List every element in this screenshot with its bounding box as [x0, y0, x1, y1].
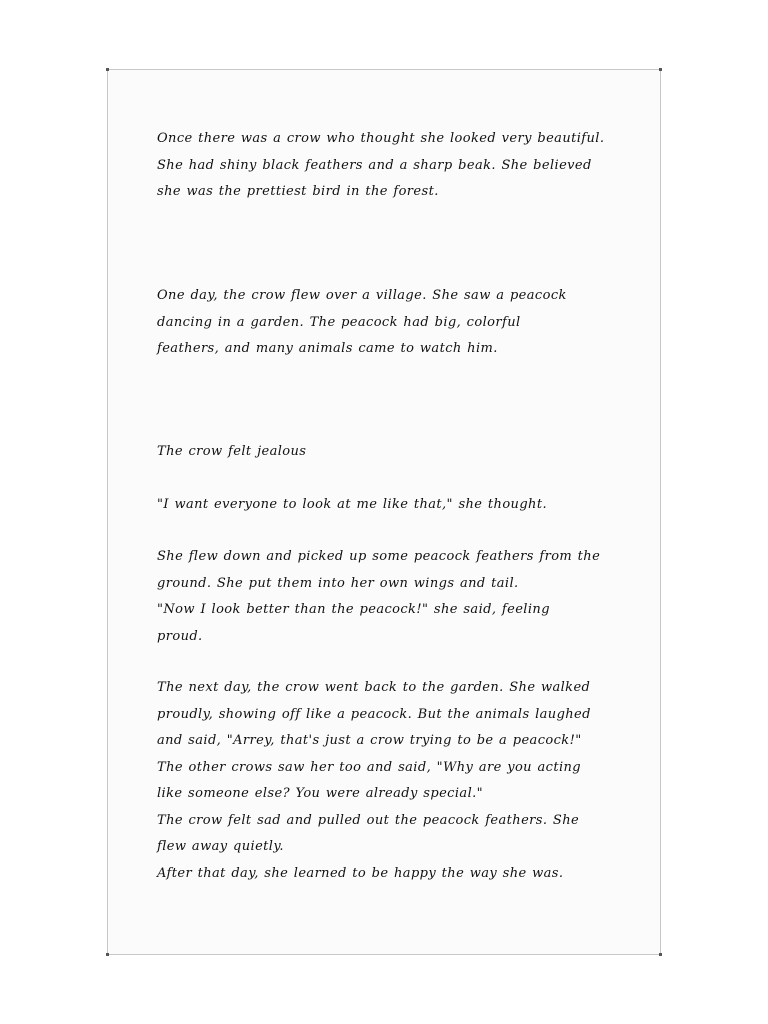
text-line: ground. She put them into her own wings and tail. — [157, 575, 519, 591]
paragraph-5 — [157, 544, 617, 650]
paragraph-2 — [157, 283, 617, 363]
text-line: flew away quietly. — [157, 839, 284, 854]
text-line: She had shiny black feathers and a sharp beak. She believed — [157, 157, 592, 173]
text-line: dancing in a garden. The peacock had big, colorful — [157, 314, 521, 330]
text-line: "Now I look better than the peacock!" she said, feeling — [157, 602, 550, 617]
text-line: proud. — [157, 628, 203, 644]
text-line: Once there was a crow who thought she looked very beautiful. — [157, 131, 605, 146]
paragraph-3 — [157, 439, 617, 466]
text-line: The crow felt jealous — [157, 444, 307, 459]
paragraph-1 — [157, 126, 617, 206]
page-corner-mark — [659, 68, 662, 71]
paragraph-6 — [157, 675, 617, 887]
page-corner-mark — [106, 953, 109, 956]
text-line: The crow felt sad and pulled out the peacock feathers. She — [157, 812, 580, 828]
text-line: One day, the crow flew over a village. She saw a peacock — [157, 288, 567, 303]
text-line: After that day, she learned to be happy the way she was. — [157, 865, 564, 881]
document-page — [107, 69, 661, 955]
text-line: The other crows saw her too and said, "Why are you acting — [157, 759, 581, 775]
text-line: and said, "Arrey, that's just a crow trying to be a peacock!" — [157, 733, 582, 748]
page-corner-mark — [106, 68, 109, 71]
paragraph-4 — [157, 492, 617, 519]
text-line: proudly, showing off like a peacock. But the animals laughed — [157, 706, 591, 722]
text-line: "I want everyone to look at me like that," she thought. — [157, 497, 547, 512]
page-corner-mark — [659, 953, 662, 956]
text-line: she was the prettiest bird in the forest. — [157, 184, 439, 199]
text-line: The next day, the crow went back to the garden. She walked — [157, 680, 591, 695]
text-line: like someone else? You were already special." — [157, 786, 484, 801]
text-line: feathers, and many animals came to watch him. — [157, 341, 498, 356]
text-line: She flew down and picked up some peacock feathers from the — [157, 549, 601, 564]
